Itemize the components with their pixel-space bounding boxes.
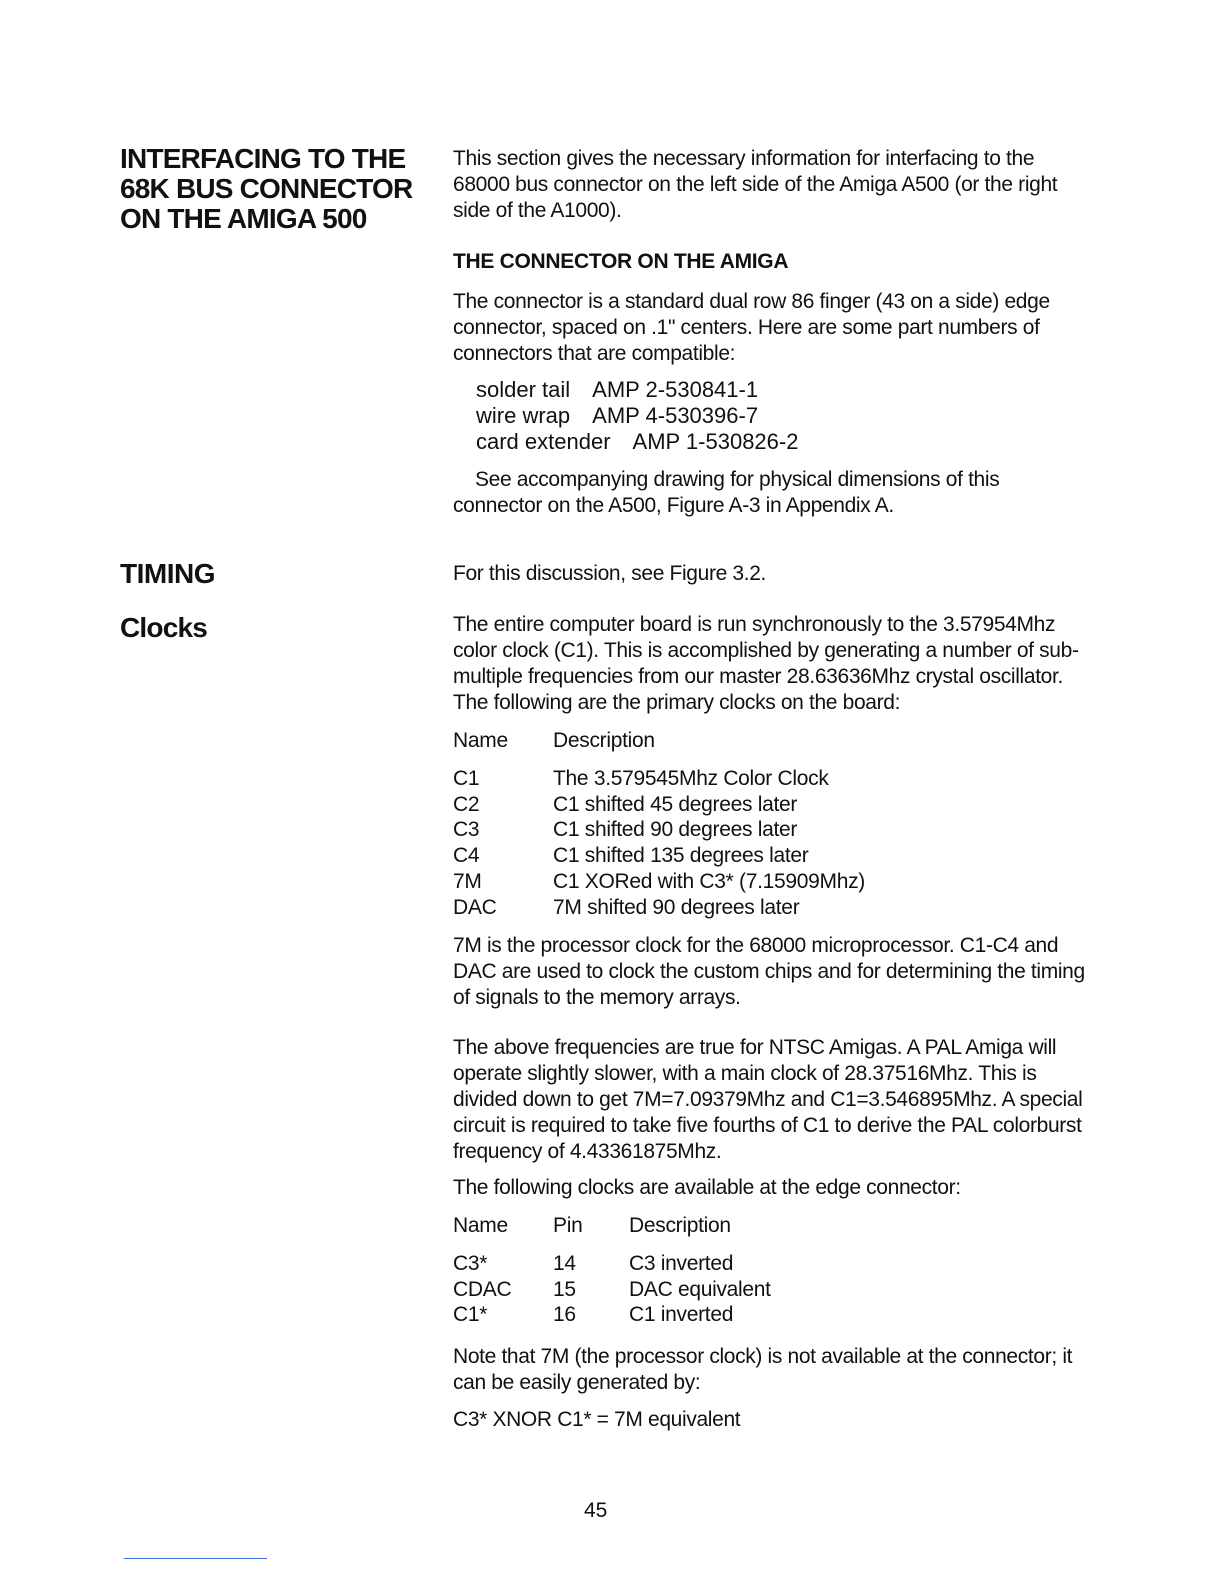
part-number: AMP 4-530396-7 <box>592 403 759 428</box>
drawing-note-paragraph <box>453 467 1093 519</box>
edge-paragraph <box>453 1175 1093 1201</box>
part-type: wire wrap <box>476 403 571 428</box>
pin-number: 15 <box>553 1277 576 1301</box>
part-number: AMP 1-530826-2 <box>632 429 799 454</box>
clock-description: 7M shifted 90 degrees later <box>553 895 800 919</box>
table-row <box>453 869 865 895</box>
part-type: solder tail <box>476 377 571 402</box>
part-type: card extender <box>476 429 611 454</box>
signal-name: C3* <box>453 1251 488 1275</box>
clock-name: C2 <box>453 792 480 816</box>
section-heading-clocks: Clocks <box>120 612 208 643</box>
clock-name: C1 <box>453 766 480 790</box>
clock-description: C1 XORed with C3* (7.15909Mhz) <box>553 869 865 893</box>
list-item <box>476 403 820 429</box>
edge-clock-table <box>453 1213 771 1328</box>
equation-text: C3* XNOR C1* = 7M equivalent <box>453 1408 741 1431</box>
clock-table <box>453 728 865 921</box>
drawing-note-text: See accompanying drawing for physical dimensions of this connector on the A500, Figure A-3 in Appendix A. <box>453 468 1000 517</box>
clock-name: C3 <box>453 818 480 842</box>
edge-text: The following clocks are available at the edge connector: <box>453 1176 961 1199</box>
note-paragraph <box>453 1344 1093 1396</box>
part-number: AMP 2-530841-1 <box>592 377 759 402</box>
footnote-rule <box>124 1558 267 1559</box>
intro-text: This section gives the necessary information for interfacing to the 68000 bus connector on the left side of the Amiga A500 (or the right side of the A1000). <box>453 147 1058 222</box>
connector-heading: THE CONNECTOR ON THE AMIGA <box>453 250 789 273</box>
header-name: Name <box>453 1214 508 1237</box>
clock-description: The 3.579545Mhz Color Clock <box>553 766 829 790</box>
table-row <box>453 766 865 792</box>
part-number-list <box>476 377 820 455</box>
section-heading-interfacing: INTERFACING TO THE 68K BUS CONNECTOR ON THE AMIGA 500 <box>120 143 413 234</box>
signal-name: C1* <box>453 1303 488 1327</box>
equation-line <box>453 1407 1093 1433</box>
signal-name: CDAC <box>453 1277 512 1301</box>
timing-text: For this discussion, see Figure 3.2. <box>453 562 767 585</box>
clocks-text: The entire computer board is run synchronously to the 3.57954Mhz color clock (C1). This is accomplished by generating a number of sub-multiple frequencies from our master 28.63636Mhz crystal oscillator. The following are the primary clocks on the board: <box>453 613 1079 714</box>
pal-paragraph <box>453 1035 1093 1165</box>
signal-description: C3 inverted <box>629 1251 734 1275</box>
signal-description: C1 inverted <box>629 1303 734 1327</box>
clock-name: C4 <box>453 844 480 868</box>
table-row <box>453 895 865 921</box>
list-item <box>476 429 820 455</box>
header-description: Description <box>553 729 655 752</box>
table-header <box>453 1213 771 1239</box>
pal-text: The above frequencies are true for NTSC Amigas. A PAL Amiga will operate slightly slower, with a main clock of 28.37516Mhz. This is divided down to get 7M=7.09379Mhz and C1=3.546895Mhz. A special circuit is required to take five fourths of C1 to derive the PAL colorburst frequency of 4.43361875Mhz. <box>453 1036 1083 1163</box>
header-name: Name <box>453 729 508 752</box>
table-row <box>453 1302 771 1328</box>
section-heading-timing: TIMING <box>120 558 215 589</box>
connector-paragraph <box>453 289 1093 367</box>
pin-number: 16 <box>553 1303 576 1327</box>
list-item <box>476 377 820 403</box>
clock-description: C1 shifted 45 degrees later <box>553 792 798 816</box>
clock-name: 7M <box>453 869 482 893</box>
table-row <box>453 1277 771 1303</box>
processor-text: 7M is the processor clock for the 68000 microprocessor. C1-C4 and DAC are used to clock the custom chips and for determining the timing of signals to the memory arrays. <box>453 934 1085 1009</box>
signal-description: DAC equivalent <box>629 1277 771 1301</box>
table-row <box>453 1251 771 1277</box>
connector-text: The connector is a standard dual row 86 finger (43 on a side) edge connector, spaced on .1" centers. Here are some part numbers of connectors that are compatible: <box>453 290 1050 365</box>
clock-name: DAC <box>453 895 497 919</box>
table-row <box>453 817 865 843</box>
header-description: Description <box>629 1214 731 1237</box>
header-pin: Pin <box>553 1214 583 1237</box>
pin-number: 14 <box>553 1251 576 1275</box>
processor-paragraph <box>453 933 1093 1011</box>
clock-description: C1 shifted 90 degrees later <box>553 818 798 842</box>
page-number: 45 <box>584 1499 608 1522</box>
intro-paragraph <box>453 146 1093 224</box>
clock-description: C1 shifted 135 degrees later <box>553 844 809 868</box>
timing-paragraph <box>453 561 1093 587</box>
table-header <box>453 728 865 754</box>
clocks-paragraph <box>453 612 1093 716</box>
table-row <box>453 792 865 818</box>
note-text: Note that 7M (the processor clock) is not available at the connector; it can be easily generated by: <box>453 1345 1073 1394</box>
table-row <box>453 843 865 869</box>
